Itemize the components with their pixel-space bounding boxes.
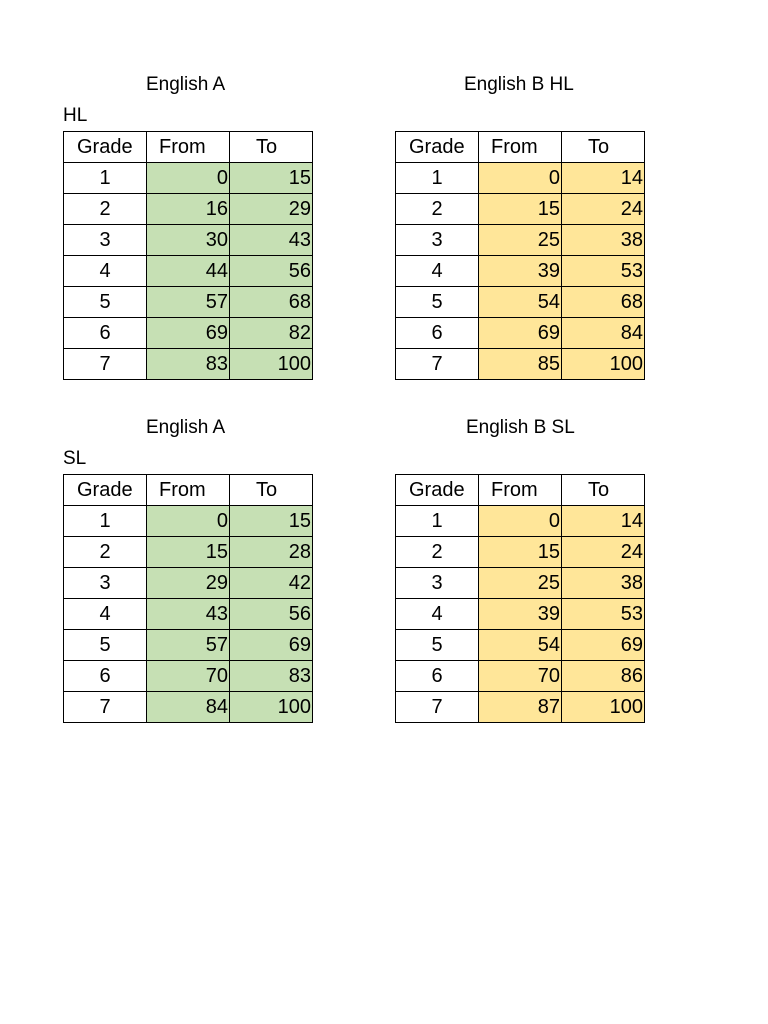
grade-cell: 2 <box>64 194 147 225</box>
to-cell: 69 <box>562 630 645 661</box>
grade-cell: 2 <box>64 537 147 568</box>
from-cell: 83 <box>147 349 230 380</box>
grade-cell: 7 <box>64 692 147 723</box>
header-grade: Grade <box>64 475 147 506</box>
header-from: From <box>479 132 562 163</box>
from-cell: 0 <box>147 506 230 537</box>
to-cell: 100 <box>230 349 313 380</box>
from-cell: 70 <box>479 661 562 692</box>
to-cell: 14 <box>562 506 645 537</box>
english-b-hl-title: English B HL <box>464 74 574 95</box>
to-cell: 24 <box>562 194 645 225</box>
from-cell: 44 <box>147 256 230 287</box>
table-row <box>396 349 645 380</box>
header-grade: Grade <box>64 132 147 163</box>
table-row <box>64 630 313 661</box>
table-row <box>64 194 313 225</box>
from-cell: 54 <box>479 630 562 661</box>
to-cell: 28 <box>230 537 313 568</box>
grade-cell: 3 <box>396 568 479 599</box>
from-cell: 16 <box>147 194 230 225</box>
from-cell: 69 <box>147 318 230 349</box>
to-cell: 82 <box>230 318 313 349</box>
table-row <box>64 661 313 692</box>
table-row <box>64 163 313 194</box>
english-b-hl-grade-table <box>395 131 645 380</box>
english-a-sl-title: English A <box>146 417 226 438</box>
table-row <box>396 630 645 661</box>
grade-cell: 6 <box>64 318 147 349</box>
english-b-sl-grade-table <box>395 474 645 723</box>
to-cell: 68 <box>230 287 313 318</box>
from-cell: 30 <box>147 225 230 256</box>
table-row <box>64 349 313 380</box>
grade-cell: 4 <box>64 599 147 630</box>
from-cell: 84 <box>147 692 230 723</box>
to-cell: 84 <box>562 318 645 349</box>
to-cell: 56 <box>230 256 313 287</box>
from-cell: 54 <box>479 287 562 318</box>
grade-cell: 3 <box>64 225 147 256</box>
english-a-sl-grade-table <box>63 474 313 723</box>
english-b-sl-title: English B SL <box>466 417 575 438</box>
to-cell: 68 <box>562 287 645 318</box>
table-row <box>64 568 313 599</box>
english-a-sl-level-label: SL <box>63 448 87 469</box>
from-cell: 15 <box>479 537 562 568</box>
grade-cell: 7 <box>396 349 479 380</box>
grade-cell: 5 <box>64 630 147 661</box>
table-row <box>396 692 645 723</box>
header-grade: Grade <box>396 132 479 163</box>
table-header-row <box>64 475 313 506</box>
header-from: From <box>479 475 562 506</box>
from-cell: 57 <box>147 287 230 318</box>
grade-cell: 6 <box>64 661 147 692</box>
table-row <box>396 225 645 256</box>
table-row <box>396 599 645 630</box>
table-row <box>64 537 313 568</box>
from-cell: 0 <box>147 163 230 194</box>
grade-cell: 1 <box>396 506 479 537</box>
to-cell: 53 <box>562 256 645 287</box>
to-cell: 100 <box>230 692 313 723</box>
from-cell: 39 <box>479 599 562 630</box>
table-row <box>396 194 645 225</box>
to-cell: 53 <box>562 599 645 630</box>
header-from: From <box>147 475 230 506</box>
table-row <box>396 661 645 692</box>
grade-cell: 1 <box>64 163 147 194</box>
from-cell: 15 <box>479 194 562 225</box>
from-cell: 0 <box>479 163 562 194</box>
table-row <box>396 506 645 537</box>
from-cell: 69 <box>479 318 562 349</box>
english-a-hl-level-label: HL <box>63 105 88 126</box>
grade-cell: 5 <box>396 630 479 661</box>
table-row <box>64 318 313 349</box>
from-cell: 39 <box>479 256 562 287</box>
table-row <box>64 287 313 318</box>
table-row <box>64 225 313 256</box>
to-cell: 15 <box>230 163 313 194</box>
to-cell: 15 <box>230 506 313 537</box>
to-cell: 42 <box>230 568 313 599</box>
to-cell: 100 <box>562 692 645 723</box>
from-cell: 70 <box>147 661 230 692</box>
table-row <box>396 287 645 318</box>
from-cell: 43 <box>147 599 230 630</box>
from-cell: 15 <box>147 537 230 568</box>
to-cell: 14 <box>562 163 645 194</box>
to-cell: 69 <box>230 630 313 661</box>
english-a-hl-title: English A <box>146 74 226 95</box>
table-row <box>396 256 645 287</box>
table-row <box>396 318 645 349</box>
grade-cell: 1 <box>64 506 147 537</box>
table-header-row <box>396 475 645 506</box>
to-cell: 56 <box>230 599 313 630</box>
table-header-row <box>64 132 313 163</box>
header-from: From <box>147 132 230 163</box>
to-cell: 43 <box>230 225 313 256</box>
header-to: To <box>562 475 645 506</box>
grade-cell: 3 <box>64 568 147 599</box>
to-cell: 83 <box>230 661 313 692</box>
table-row <box>396 537 645 568</box>
grade-cell: 2 <box>396 537 479 568</box>
grade-cell: 2 <box>396 194 479 225</box>
header-grade: Grade <box>396 475 479 506</box>
grade-cell: 4 <box>64 256 147 287</box>
grade-cell: 5 <box>396 287 479 318</box>
table-row <box>64 692 313 723</box>
from-cell: 29 <box>147 568 230 599</box>
from-cell: 25 <box>479 225 562 256</box>
to-cell: 38 <box>562 225 645 256</box>
table-row <box>64 599 313 630</box>
grade-cell: 4 <box>396 599 479 630</box>
grade-cell: 6 <box>396 661 479 692</box>
from-cell: 25 <box>479 568 562 599</box>
to-cell: 86 <box>562 661 645 692</box>
to-cell: 100 <box>562 349 645 380</box>
grade-cell: 6 <box>396 318 479 349</box>
to-cell: 38 <box>562 568 645 599</box>
table-row <box>64 506 313 537</box>
to-cell: 29 <box>230 194 313 225</box>
from-cell: 85 <box>479 349 562 380</box>
table-row <box>64 256 313 287</box>
header-to: To <box>230 132 313 163</box>
from-cell: 0 <box>479 506 562 537</box>
from-cell: 57 <box>147 630 230 661</box>
grade-cell: 7 <box>64 349 147 380</box>
grade-cell: 3 <box>396 225 479 256</box>
grade-cell: 5 <box>64 287 147 318</box>
from-cell: 87 <box>479 692 562 723</box>
table-header-row <box>396 132 645 163</box>
english-a-hl-grade-table <box>63 131 313 380</box>
grade-cell: 7 <box>396 692 479 723</box>
grade-cell: 1 <box>396 163 479 194</box>
header-to: To <box>562 132 645 163</box>
to-cell: 24 <box>562 537 645 568</box>
header-to: To <box>230 475 313 506</box>
table-row <box>396 163 645 194</box>
grade-cell: 4 <box>396 256 479 287</box>
table-row <box>396 568 645 599</box>
